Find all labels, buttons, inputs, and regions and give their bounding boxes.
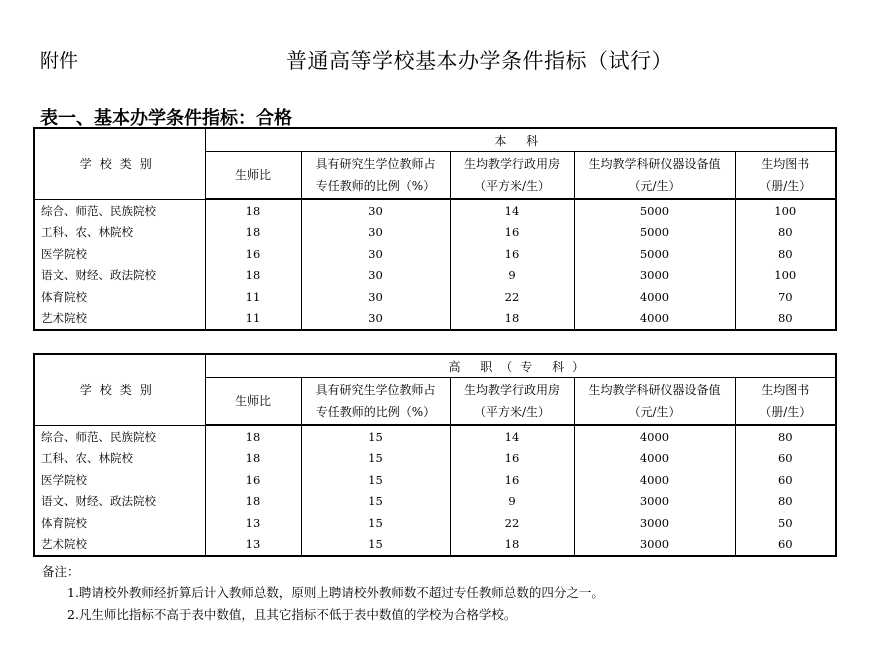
note-item: 1.聘请校外教师经折算后计入教师总数，原则上聘请校外教师数不超过专任教师总数的四分之一。	[67, 585, 604, 600]
books-cell: 60	[735, 469, 836, 491]
vocational-table	[33, 353, 837, 557]
space-header: 生均教学行政用房 （平方米/生）	[450, 152, 574, 200]
equip-cell: 5000	[574, 243, 735, 265]
equip-cell: 5000	[574, 222, 735, 244]
postgrad-cell: 30	[301, 286, 450, 308]
school-category-cell: 语文、财经、政法院校	[34, 265, 205, 287]
school-category-cell: 综合、师范、民族院校	[34, 425, 205, 448]
space-cell: 9	[450, 265, 574, 287]
books-header: 生均图书 （册/生）	[735, 152, 836, 200]
space-cell: 16	[450, 469, 574, 491]
school-category-cell: 语文、财经、政法院校	[34, 491, 205, 513]
table-row	[34, 286, 836, 308]
books-cell: 100	[735, 199, 836, 222]
school-category-cell: 医学院校	[34, 469, 205, 491]
school-category-cell: 工科、农、林院校	[34, 448, 205, 470]
table-row	[34, 534, 836, 557]
table-row	[34, 425, 836, 448]
undergraduate-table	[33, 127, 837, 331]
table-row	[34, 243, 836, 265]
ratio-cell: 13	[205, 512, 301, 534]
ratio-cell: 11	[205, 286, 301, 308]
school-category-cell: 综合、师范、民族院校	[34, 199, 205, 222]
category-header: 学校类别	[34, 128, 205, 199]
table-row	[34, 199, 836, 222]
equip-cell: 3000	[574, 512, 735, 534]
postgrad-cell: 30	[301, 243, 450, 265]
postgrad-cell: 30	[301, 308, 450, 331]
postgrad-cell: 15	[301, 425, 450, 448]
space-cell: 18	[450, 534, 574, 557]
table-subtitle: 表一、基本办学条件指标：合格	[40, 108, 292, 129]
annex-label: 附件	[40, 50, 79, 72]
ratio-header: 生师比	[205, 378, 301, 426]
space-cell: 16	[450, 448, 574, 470]
table-row	[34, 491, 836, 513]
equipment-header: 生均教学科研仪器设备值 （元/生）	[574, 152, 735, 200]
postgrad-cell: 30	[301, 265, 450, 287]
ratio-cell: 16	[205, 243, 301, 265]
group-header: 本 科	[205, 128, 836, 152]
space-header: 生均教学行政用房 （平方米/生）	[450, 378, 574, 426]
space-cell: 16	[450, 243, 574, 265]
category-header: 学校类别	[34, 354, 205, 425]
equip-cell: 4000	[574, 469, 735, 491]
postgrad-cell: 15	[301, 512, 450, 534]
equip-cell: 4000	[574, 425, 735, 448]
space-cell: 22	[450, 512, 574, 534]
books-cell: 50	[735, 512, 836, 534]
books-cell: 60	[735, 448, 836, 470]
notes-label: 备注：	[42, 564, 80, 579]
equip-cell: 3000	[574, 491, 735, 513]
equip-cell: 5000	[574, 199, 735, 222]
ratio-cell: 16	[205, 469, 301, 491]
table-row	[34, 265, 836, 287]
document-title: 普通高等学校基本办学条件指标（试行）	[286, 49, 673, 73]
postgrad-cell: 15	[301, 469, 450, 491]
ratio-cell: 18	[205, 491, 301, 513]
postgrad-cell: 15	[301, 534, 450, 557]
ratio-cell: 11	[205, 308, 301, 331]
equip-cell: 3000	[574, 534, 735, 557]
postgrad-cell: 30	[301, 222, 450, 244]
books-cell: 80	[735, 491, 836, 513]
school-category-cell: 艺术院校	[34, 534, 205, 557]
equip-cell: 4000	[574, 448, 735, 470]
books-cell: 80	[735, 222, 836, 244]
ratio-cell: 13	[205, 534, 301, 557]
ratio-cell: 18	[205, 425, 301, 448]
ratio-cell: 18	[205, 265, 301, 287]
postgrad-cell: 15	[301, 448, 450, 470]
equip-cell: 3000	[574, 265, 735, 287]
school-category-cell: 体育院校	[34, 512, 205, 534]
school-category-cell: 体育院校	[34, 286, 205, 308]
equipment-header: 生均教学科研仪器设备值 （元/生）	[574, 378, 735, 426]
school-category-cell: 工科、农、林院校	[34, 222, 205, 244]
table-row	[34, 308, 836, 331]
space-cell: 14	[450, 425, 574, 448]
school-category-cell: 艺术院校	[34, 308, 205, 331]
ratio-header: 生师比	[205, 152, 301, 200]
ratio-cell: 18	[205, 199, 301, 222]
postgrad-header: 具有研究生学位教师占 专任教师的比例（%）	[301, 378, 450, 426]
space-cell: 9	[450, 491, 574, 513]
ratio-cell: 18	[205, 222, 301, 244]
table-row	[34, 469, 836, 491]
books-cell: 80	[735, 243, 836, 265]
equip-cell: 4000	[574, 308, 735, 331]
space-cell: 16	[450, 222, 574, 244]
books-cell: 100	[735, 265, 836, 287]
school-category-cell: 医学院校	[34, 243, 205, 265]
books-cell: 70	[735, 286, 836, 308]
space-cell: 18	[450, 308, 574, 331]
note-item: 2.凡生师比指标不高于表中数值，且其它指标不低于表中数值的学校为合格学校。	[67, 607, 517, 622]
postgrad-cell: 15	[301, 491, 450, 513]
table-row	[34, 512, 836, 534]
postgrad-cell: 30	[301, 199, 450, 222]
books-cell: 80	[735, 308, 836, 331]
books-cell: 80	[735, 425, 836, 448]
books-cell: 60	[735, 534, 836, 557]
table-row	[34, 222, 836, 244]
ratio-cell: 18	[205, 448, 301, 470]
books-header: 生均图书 （册/生）	[735, 378, 836, 426]
equip-cell: 4000	[574, 286, 735, 308]
group-header: 高 职（专 科）	[205, 354, 836, 378]
table-row	[34, 448, 836, 470]
postgrad-header: 具有研究生学位教师占 专任教师的比例（%）	[301, 152, 450, 200]
space-cell: 14	[450, 199, 574, 222]
space-cell: 22	[450, 286, 574, 308]
